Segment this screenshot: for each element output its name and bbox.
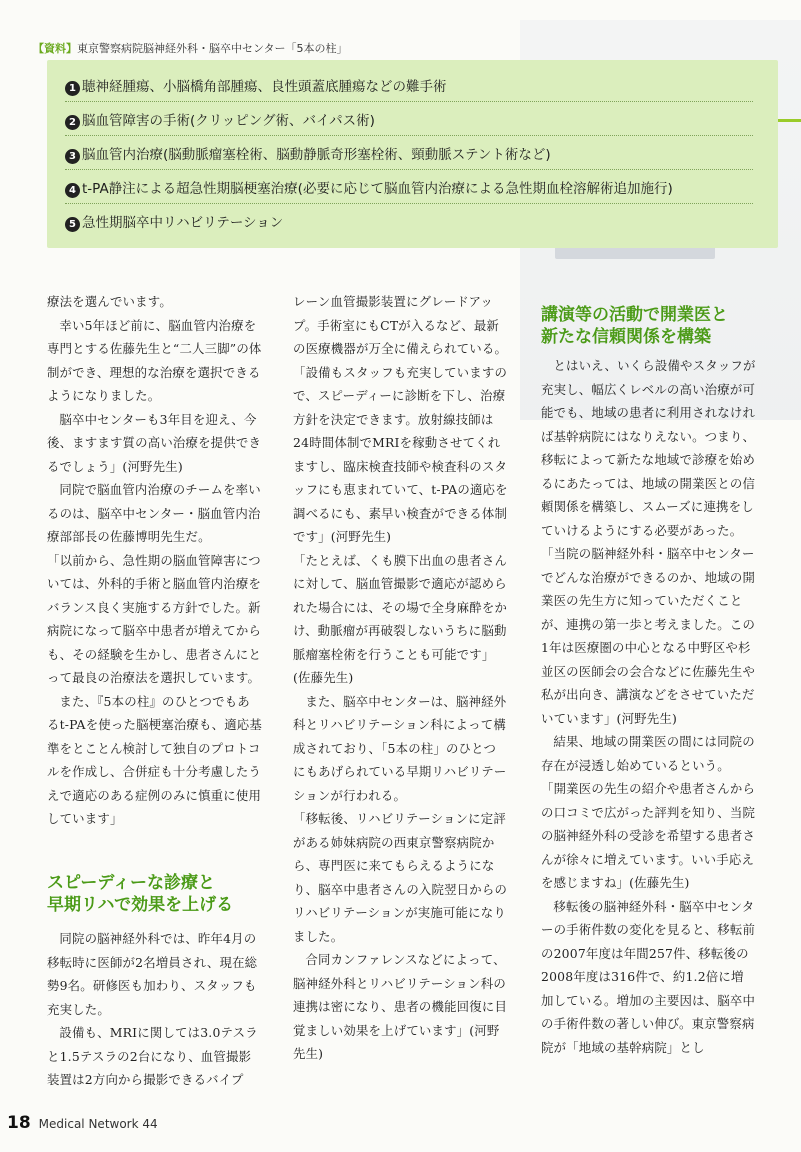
pillar-item (65, 174, 753, 204)
pillar-item (65, 106, 753, 136)
page-number: 18 (7, 1113, 31, 1133)
five-pillars-box (47, 60, 778, 248)
section-heading (541, 304, 728, 348)
pillar-item (65, 72, 753, 102)
magazine-name: Medical Network 44 (38, 1117, 158, 1131)
paragraph: レーン血管撮影装置にグレードアップ。手術室にもCTが入るなど、最新の医療機器が万全に備えられている。 (293, 294, 508, 356)
column-1-continued (47, 927, 262, 1092)
pillar-text: 急性期脳卒中リハビリテーション (82, 215, 284, 231)
paragraph: また、『5本の柱』のひとつでもあるt-PAを使った脳梗塞治療も、適応基準をとことん検討して独自のプロトコルを作成し、合併症も十分考慮したうえで適応のある症例のみに慎重に使用しています」 (47, 693, 262, 826)
paragraph: 合同カンファレンスなどによって、脳神経外科とリハビリテーション科の連携は密になり、患者の機能回復に目覚ましい効果を上げています」(河野先生) (293, 952, 508, 1061)
paragraph: 「当院の脳神経外科・脳卒中センターでどんな治療ができるのか、地域の開業医の先生方に知っていただくことが、連携の第一歩と考えました。この1年は医療圏の中心となる中野区や杉並区の医師会の会合などに佐藤先生や私が出向き、講演などをさせていただいています」(河野先生) (541, 546, 756, 726)
pillar-number: 5 (65, 217, 80, 232)
paragraph: 設備も、MRIに関しては3.0テスラと1.5テスラの2台になり、血管撮影装置は2方向から撮影できるバイプ (47, 1025, 258, 1087)
pillar-item (65, 140, 753, 170)
column-3 (541, 354, 756, 1059)
pillar-text: t-PA静注による超急性期脳梗塞治療(必要に応じて脳血管内治療による急性期血栓溶解術追加施行) (82, 181, 673, 197)
paragraph: また、脳卒中センターは、脳神経外科とリハビリテーション科によって構成されており、「5本の柱」のひとつにもあげられている早期リハビリテーションが行われる。 (293, 693, 507, 803)
source-title: 東京警察病院脳神経外科・脳卒中センター「5本の柱」 (77, 42, 348, 55)
pillar-number: 3 (65, 149, 80, 164)
pillar-number: 2 (65, 115, 80, 130)
source-label (33, 40, 348, 56)
paragraph: 「設備もスタッフも充実していますので、スピーディーに診断を下し、治療方針を決定できます。放射線技師は24時間体制でMRIを稼動させてくれますし、臨床検査技師や検査科のスタッフにも恵まれていて、t-PAの適応を調べるにも、素早い検査ができる体制です」(河野先生) (293, 364, 508, 544)
paragraph: 「開業医の先生の紹介や患者さんからの口コミで広がった評判を知り、当院の脳神経外科の受診を希望する患者さんが徐々に増えています。いい手応えを感じますね」(佐藤先生) (541, 781, 756, 890)
edge-accent-rule (778, 119, 801, 122)
pillar-number: 1 (65, 81, 80, 96)
pillar-text: 聴神経腫瘍、小脳橋角部腫瘍、良性頭蓋底腫瘍などの難手術 (82, 79, 447, 95)
paragraph: 脳卒中センターも3年目を迎え、今後、ますます質の高い治療を提供できるでしょう」(河野先生) (47, 411, 262, 474)
paragraph: 療法を選んでいます。 (47, 294, 172, 309)
paragraph: 「移転後、リハビリテーションに定評がある姉妹病院の西東京警察病院から、専門医に来てもらえるようになり、脳卒中患者さんの入院翌日からのリハビリテーションが実施可能になりました。 (293, 811, 508, 944)
heading-line: 講演等の活動で開業医と (541, 305, 728, 325)
page-footer (7, 1113, 158, 1133)
paragraph: 移転後の脳神経外科・脳卒中センターの手術件数の変化を見ると、移転前の2007年度は年間257件、移転後の2008年度は316件で、約1.2倍に増加している。増加の主要因は、脳卒中の手術件数の著しい伸び。東京警察病院が「地域の基幹病院」とし (541, 898, 756, 1055)
heading-line: 新たな信頼関係を構築 (541, 327, 711, 347)
paragraph: 同院の脳神経外科では、昨年4月の移転時に医師が2名増員され、現在総勢9名。研修医も加わり、スタッフも充実した。 (47, 931, 258, 1017)
column-1 (47, 290, 262, 831)
paragraph: 「たとえば、くも膜下出血の患者さんに対して、脳血管撮影で適応が認められた場合には、その場で全身麻酔をかけ、動脈瘤が再破裂しないうちに脳動脈瘤塞栓術を行うことも可能です」(佐藤先生) (293, 552, 508, 685)
heading-line: スピーディーな診療と (47, 873, 215, 893)
paragraph: 幸い5年ほど前に、脳血管内治療を専門とする佐藤先生と“二人三脚”の体制ができ、理想的な治療を選択できるようになりました。 (47, 317, 262, 403)
pillar-text: 脳血管内治療(脳動脈瘤塞栓術、脳動静脈奇形塞栓術、頸動脈ステント術など) (82, 147, 551, 163)
pillar-number: 4 (65, 183, 80, 198)
paragraph: 同院で脳血管内治療のチームを率いるのは、脳卒中センター・脳血管内治療部部長の佐藤博明先生だ。 (47, 482, 261, 544)
heading-line: 早期リハで効果を上げる (47, 895, 234, 915)
section-heading (47, 872, 233, 916)
paragraph: 「以前から、急性期の脳血管障害については、外科的手術と脳血管内治療をバランス良く実施する方針でした。新病院になって脳卒中患者が増えてからも、その経験を生かし、患者さんにとって最良の治療法を選択しています。 (47, 552, 262, 685)
source-tag: 【資料】 (33, 42, 77, 55)
pillar-item (65, 208, 753, 238)
pillar-text: 脳血管障害の手術(クリッピング術、バイパス術) (82, 113, 375, 129)
paragraph: 結果、地域の開業医の間には同院の存在が浸透し始めているという。 (541, 734, 755, 773)
column-2 (293, 290, 508, 1066)
paragraph: とはいえ、いくら設備やスタッフが充実し、幅広くレベルの高い治療が可能でも、地域の患者に利用されなければ基幹病院にはなりえない。つまり、移転によって新たな地域で診療を始めるにあたっては、地域の開業医との信頼関係を構築し、スムーズに連携をしていけるようにする必要があった。 (541, 358, 756, 538)
